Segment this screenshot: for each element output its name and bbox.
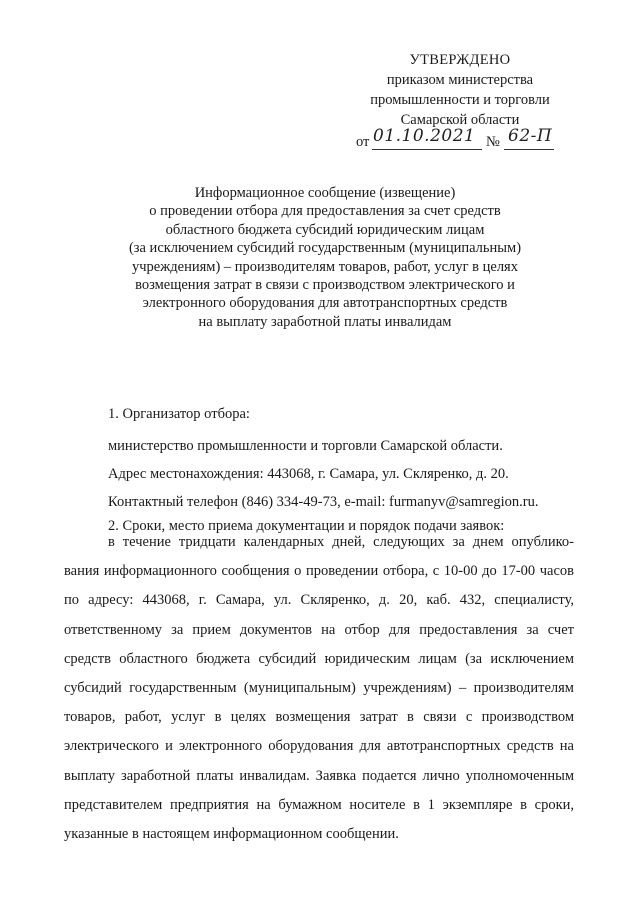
approval-heading: УТВЕРЖДЕНО [409, 52, 511, 68]
title-line-8: на выплату заработной платы инвалидам [198, 313, 452, 330]
title-line-5: учреждениям) – производителям товаров, работ, услуг в целях [132, 258, 518, 275]
number-underline [504, 149, 554, 150]
document-title [90, 184, 560, 331]
approval-line-3: Самарской области [400, 112, 520, 128]
section-2-paragraph: в течение тридцати календарных дней, следующих за днем опублико-вания информационного сообщения о проведении отбора, с 10-00 до 17-00 часов по адресу: 443068, г. Самара, ул. Скляренко, д. 20, каб. 432, специалисту, ответственному за прием документов на отбор для предоставления за счет средств областного бюджета субсидий юридическим лицам (за исключением субсидий государственным (муниципальным) учреждениям) – производителям товаров, работ, услуг в целях возмещения затрат в связи с производством электрического и электронного оборудования для автотранспортных средств на выплату заработной платы инвалидам. Заявка подается лично уполномоченным представителем предприятия на бумажном носителе в 1 экземпляре в сроки, указанные в настоящем информационном сообщении. [64, 534, 574, 843]
title-line-6: возмещения затрат в связи с производством электрического и [135, 277, 515, 294]
number-label: № [486, 134, 500, 150]
section-1-heading: 1. Организатор отбора: [108, 406, 250, 422]
organizer-name: министерство промышленности и торговли Самарской области. [108, 438, 503, 454]
section-2-heading: 2. Сроки, место приема документации и порядок подачи заявок: [108, 518, 505, 534]
title-line-4: (за исключением субсидий государственным (муниципальным) [128, 240, 522, 257]
handwritten-number: 62-П [508, 126, 553, 146]
organizer-address: Адрес местонахождения: 443068, г. Самара, ул. Скляренко, д. 20. [108, 466, 509, 482]
approval-line-1: приказом министерства [386, 72, 534, 88]
date-underline [372, 149, 482, 150]
approval-line-2: промышленности и торговли [370, 92, 550, 108]
order-date-number-line [340, 126, 580, 152]
approval-block [340, 50, 580, 152]
handwritten-date: 01.10.2021 [373, 126, 476, 146]
title-line-2: о проведении отбора для предоставления за счет средств [149, 203, 501, 220]
title-line-1: Информационное сообщение (извещение) [194, 185, 456, 201]
from-label: от [356, 134, 370, 150]
organizer-contact: Контактный телефон (846) 334-49-73, e-mail: furmanyv@samregion.ru. [108, 494, 539, 510]
document-body [108, 400, 574, 540]
title-line-7: электронного оборудования для автотранспортных средств [142, 295, 508, 312]
title-line-3: областного бюджета субсидий юридическим лицам [165, 221, 485, 238]
